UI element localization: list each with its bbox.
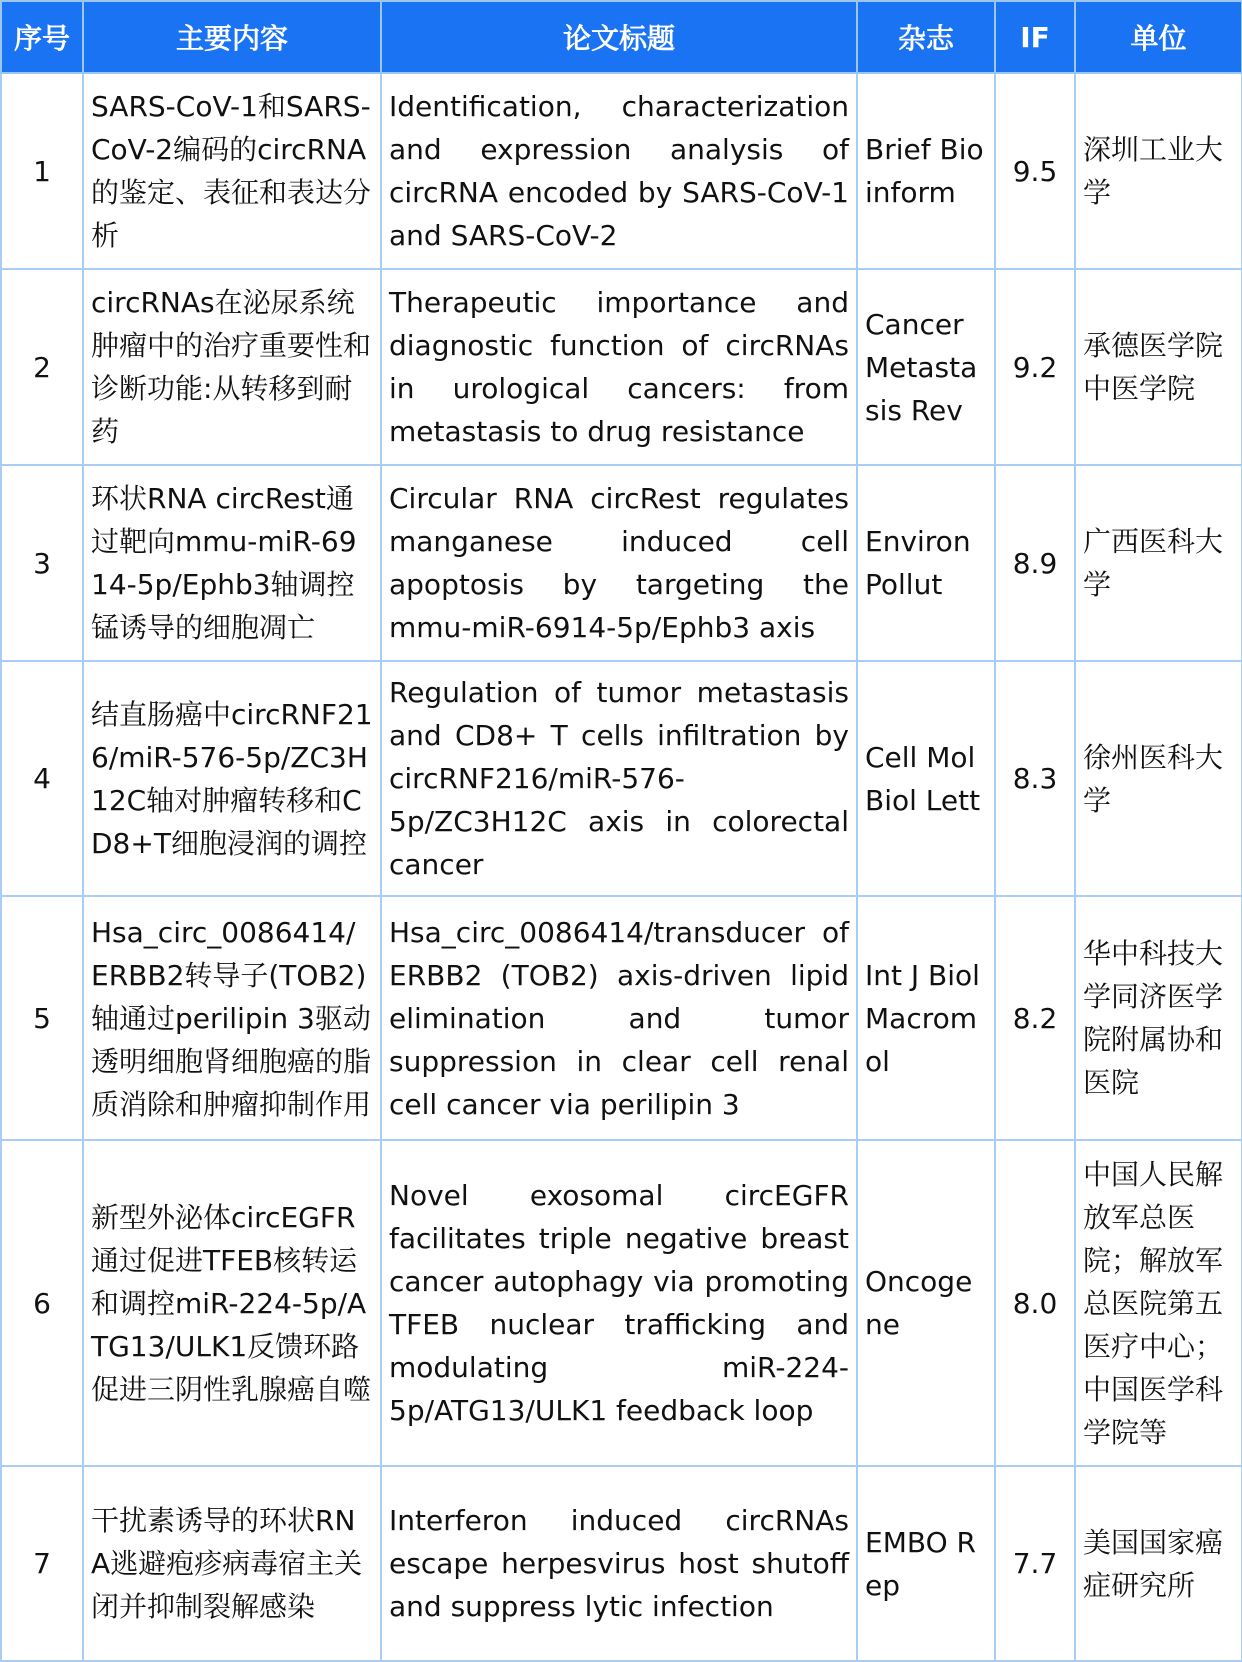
row-content: 干扰素诱导的环状RNA逃避疱疹病毒宿主关闭并抑制裂解感染 xyxy=(83,1466,381,1661)
row-paper-title: Circular RNA circRest regulates manganese induced cell apoptosis by targeting the mmu-miR-6914-5p/Ephb3 axis xyxy=(381,465,857,661)
header-row xyxy=(1,1,1242,73)
row-number: 2 xyxy=(1,269,83,465)
row-institution: 承德医学院中医学院 xyxy=(1075,269,1242,465)
row-impact-factor: 8.0 xyxy=(995,1140,1075,1466)
row-journal: Environ Pollut xyxy=(857,465,995,661)
row-number: 1 xyxy=(1,73,83,269)
row-paper-title: Identification, characterization and expression analysis of circRNA encoded by SARS-CoV-1 and SARS-CoV-2 xyxy=(381,73,857,269)
row-content: 结直肠癌中circRNF216/miR-576-5p/ZC3H12C轴对肿瘤转移和CD8+T细胞浸润的调控 xyxy=(83,661,381,896)
row-institution: 徐州医科大学 xyxy=(1075,661,1242,896)
row-impact-factor: 8.2 xyxy=(995,896,1075,1140)
row-paper-title: Interferon induced circRNAs escape herpesvirus host shutoff and suppress lytic infection xyxy=(381,1466,857,1661)
row-impact-factor: 8.3 xyxy=(995,661,1075,896)
header-if: IF xyxy=(995,1,1075,73)
row-institution: 华中科技大学同济医学院附属协和医院 xyxy=(1075,896,1242,1140)
header-no: 序号 xyxy=(1,1,83,73)
table-row xyxy=(1,269,1242,465)
row-journal: Oncogene xyxy=(857,1140,995,1466)
row-paper-title: Novel exosomal circEGFR facilitates triple negative breast cancer autophagy via promoting TFEB nuclear trafficking and modulating miR-224-5p/ATG13/ULK1 feedback loop xyxy=(381,1140,857,1466)
row-content: SARS-CoV-1和SARS-CoV-2编码的circRNA的鉴定、表征和表达分析 xyxy=(83,73,381,269)
row-journal: Brief Bioinform xyxy=(857,73,995,269)
header-journal: 杂志 xyxy=(857,1,995,73)
table-row xyxy=(1,465,1242,661)
row-paper-title: Therapeutic importance and diagnostic function of circRNAs in urological cancers: from metastasis to drug resistance xyxy=(381,269,857,465)
row-number: 5 xyxy=(1,896,83,1140)
row-content: 新型外泌体circEGFR通过促进TFEB核转运和调控miR-224-5p/ATG13/ULK1反馈环路促进三阴性乳腺癌自噬 xyxy=(83,1140,381,1466)
row-paper-title: Regulation of tumor metastasis and CD8+ T cells infiltration by circRNF216/miR-576-5p/ZC3H12C axis in colorectal cancer xyxy=(381,661,857,896)
row-institution: 深圳工业大学 xyxy=(1075,73,1242,269)
table-row xyxy=(1,1140,1242,1466)
header-unit: 单位 xyxy=(1075,1,1242,73)
row-number: 6 xyxy=(1,1140,83,1466)
row-institution: 美国国家癌症研究所 xyxy=(1075,1466,1242,1661)
row-journal: EMBO Rep xyxy=(857,1466,995,1661)
table-row xyxy=(1,661,1242,896)
row-journal: Cancer Metastasis Rev xyxy=(857,269,995,465)
row-journal: Int J Biol Macromol xyxy=(857,896,995,1140)
row-number: 4 xyxy=(1,661,83,896)
row-paper-title: Hsa_circ_0086414/transducer of ERBB2 (TOB2) axis-driven lipid elimination and tumor suppression in clear cell renal cell cancer via perilipin 3 xyxy=(381,896,857,1140)
header-title: 论文标题 xyxy=(381,1,857,73)
row-impact-factor: 9.5 xyxy=(995,73,1075,269)
row-impact-factor: 7.7 xyxy=(995,1466,1075,1661)
row-number: 3 xyxy=(1,465,83,661)
table-row xyxy=(1,896,1242,1140)
row-content: Hsa_circ_0086414/ERBB2转导子(TOB2)轴通过perilipin 3驱动透明细胞肾细胞癌的脂质消除和肿瘤抑制作用 xyxy=(83,896,381,1140)
row-impact-factor: 8.9 xyxy=(995,465,1075,661)
row-institution: 广西医科大学 xyxy=(1075,465,1242,661)
row-institution: 中国人民解放军总医院；解放军总医院第五医疗中心；中国医学科学院等 xyxy=(1075,1140,1242,1466)
header-content: 主要内容 xyxy=(83,1,381,73)
row-content: circRNAs在泌尿系统肿瘤中的治疗重要性和诊断功能:从转移到耐药 xyxy=(83,269,381,465)
row-journal: Cell Mol Biol Lett xyxy=(857,661,995,896)
row-impact-factor: 9.2 xyxy=(995,269,1075,465)
table-row xyxy=(1,73,1242,269)
row-content: 环状RNA circRest通过靶向mmu-miR-6914-5p/Ephb3轴调控锰诱导的细胞凋亡 xyxy=(83,465,381,661)
table-row xyxy=(1,1466,1242,1661)
row-number: 7 xyxy=(1,1466,83,1661)
